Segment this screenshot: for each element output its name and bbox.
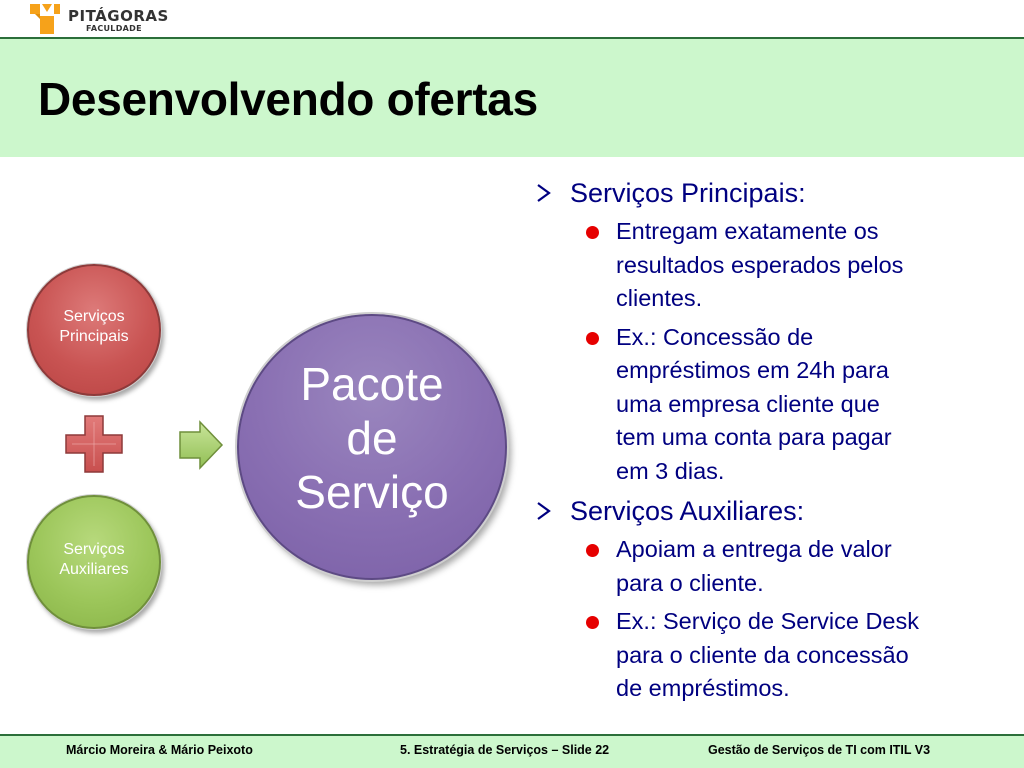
sub-bullet-line: empréstimos em 24h para xyxy=(616,357,889,383)
core-services-circle xyxy=(27,264,161,396)
supporting-services-label-line2: Auxiliares xyxy=(59,561,129,578)
bullet-item xyxy=(530,494,1000,528)
core-services-label-line2: Principais xyxy=(59,328,129,345)
red-dot-bullet-icon xyxy=(586,616,599,629)
service-package-label-line3: Serviço xyxy=(295,466,449,518)
logo-subtitle: FACULDADE xyxy=(86,24,142,33)
supporting-services-label-line1: Serviços xyxy=(63,541,125,558)
right-arrow-icon xyxy=(178,420,224,470)
service-package-label-line2: de xyxy=(346,412,398,464)
sub-bullet-line: Ex.: Concessão de xyxy=(616,323,814,350)
sub-bullet-line: uma empresa cliente que xyxy=(616,390,880,417)
footer-slide-info: 5. Estratégia de Serviços – Slide 22 xyxy=(400,743,610,757)
sub-bullet-line: para o cliente. xyxy=(616,569,764,596)
service-package-label-line1: Pacote xyxy=(300,358,444,410)
pitagoras-logo xyxy=(28,2,168,36)
red-dot-bullet-icon xyxy=(586,332,599,345)
bullet-item xyxy=(530,176,1000,210)
pitagoras-logo-icon xyxy=(28,2,62,36)
core-services-label-line1: Serviços xyxy=(63,308,125,325)
service-package-circle xyxy=(237,314,507,580)
footer-authors: Márcio Moreira & Mário Peixoto xyxy=(66,743,253,757)
sub-bullet-line: clientes. xyxy=(616,285,703,311)
bullet-text: Serviços Auxiliares: xyxy=(570,496,805,526)
supporting-services-circle xyxy=(27,495,161,629)
footer-course: Gestão de Serviços de TI com ITIL V3 xyxy=(708,743,931,757)
sub-bullet-item xyxy=(530,605,1000,706)
footer xyxy=(0,736,1024,768)
sub-bullet-item xyxy=(530,215,1000,316)
bullet-text: Serviços Principais: xyxy=(570,178,806,208)
sub-bullet-line: tem uma conta para pagar xyxy=(616,424,892,450)
arrowhead-bullet-icon xyxy=(534,176,556,210)
sub-bullet-line: Ex.: Serviço de Service Desk xyxy=(616,608,919,634)
sub-bullet-line: resultados esperados pelos xyxy=(616,251,904,278)
arrowhead-bullet-icon xyxy=(534,494,556,528)
sub-bullet-line: em 3 dias. xyxy=(616,457,725,484)
red-dot-bullet-icon xyxy=(586,226,599,239)
bullet-list xyxy=(530,176,1000,706)
slide-title: Desenvolvendo ofertas xyxy=(38,73,538,125)
plus-icon xyxy=(64,414,124,474)
sub-bullet-item xyxy=(530,533,1000,600)
sub-bullet-line: Entregam exatamente os xyxy=(616,218,879,244)
sub-bullet-line: para o cliente da concessão xyxy=(616,641,909,668)
red-dot-bullet-icon xyxy=(586,544,599,557)
sub-bullet-item xyxy=(530,321,1000,489)
logo-name: PITÁGORAS xyxy=(68,7,169,25)
header-bar xyxy=(0,0,1024,38)
sub-bullet-line: Apoiam a entrega de valor xyxy=(616,536,892,562)
sub-bullet-line: de empréstimos. xyxy=(616,675,790,701)
